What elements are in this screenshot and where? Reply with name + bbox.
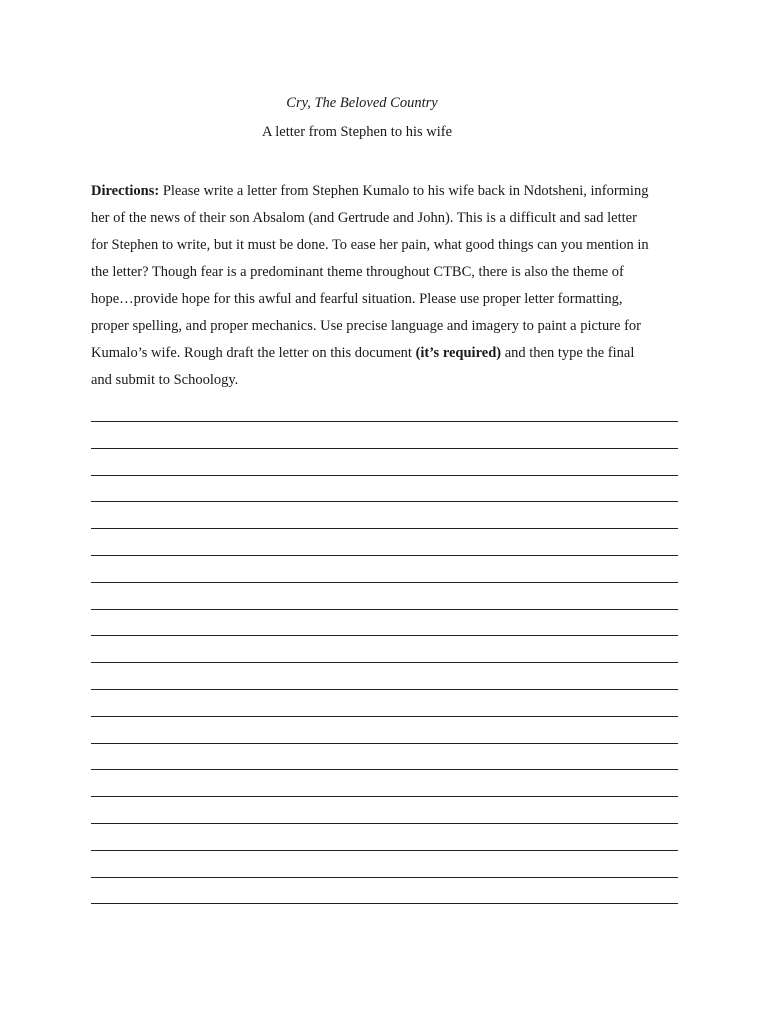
required-note: (it’s required) [415, 345, 502, 361]
directions-line-6: proper spelling, and proper mechanics. Use precise language and imagery to paint a picture for [91, 318, 641, 334]
writing-line [91, 796, 678, 797]
writing-line [91, 877, 678, 878]
directions-line-8: and submit to Schoology. [91, 372, 239, 388]
writing-line [91, 528, 678, 529]
writing-line [91, 716, 678, 717]
directions-line-4: the letter? Though fear is a predominant theme throughout CTBC, there is also the theme of [91, 264, 624, 280]
directions-text-1: Please write a letter from Stephen Kumalo to his wife back in Ndotsheni, informing [162, 183, 649, 199]
writing-line [91, 689, 678, 690]
directions-line-5: hope…provide hope for this awful and fearful situation. Please use proper letter formatting, [91, 291, 623, 307]
writing-line [91, 475, 678, 476]
directions-text-7b: and then type the final [501, 345, 635, 361]
directions-line-2: her of the news of their son Absalom (and Gertrude and John). This is a difficult and sad letter [91, 210, 637, 226]
writing-line [91, 823, 678, 824]
writing-line [91, 609, 678, 610]
directions-label: Directions: [91, 183, 160, 199]
document-subtitle: A letter from Stephen to his wife [261, 124, 453, 140]
writing-line [91, 662, 678, 663]
document-title: Cry, The Beloved Country [286, 95, 438, 111]
writing-line [91, 635, 678, 636]
writing-line [91, 501, 678, 502]
directions-paragraph [91, 178, 681, 394]
writing-line [91, 903, 678, 904]
writing-lines-area[interactable] [91, 421, 678, 911]
writing-line [91, 743, 678, 744]
directions-line-1 [91, 178, 681, 205]
directions-text-7a: Kumalo’s wife. Rough draft the letter on this document [91, 345, 416, 361]
directions-line-3: for Stephen to write, but it must be done. To ease her pain, what good things can you mention in [91, 237, 649, 253]
writing-line [91, 850, 678, 851]
writing-line [91, 769, 678, 770]
directions-line-7 [91, 340, 681, 367]
writing-line [91, 448, 678, 449]
writing-line [91, 555, 678, 556]
writing-line [91, 421, 678, 422]
writing-line [91, 582, 678, 583]
